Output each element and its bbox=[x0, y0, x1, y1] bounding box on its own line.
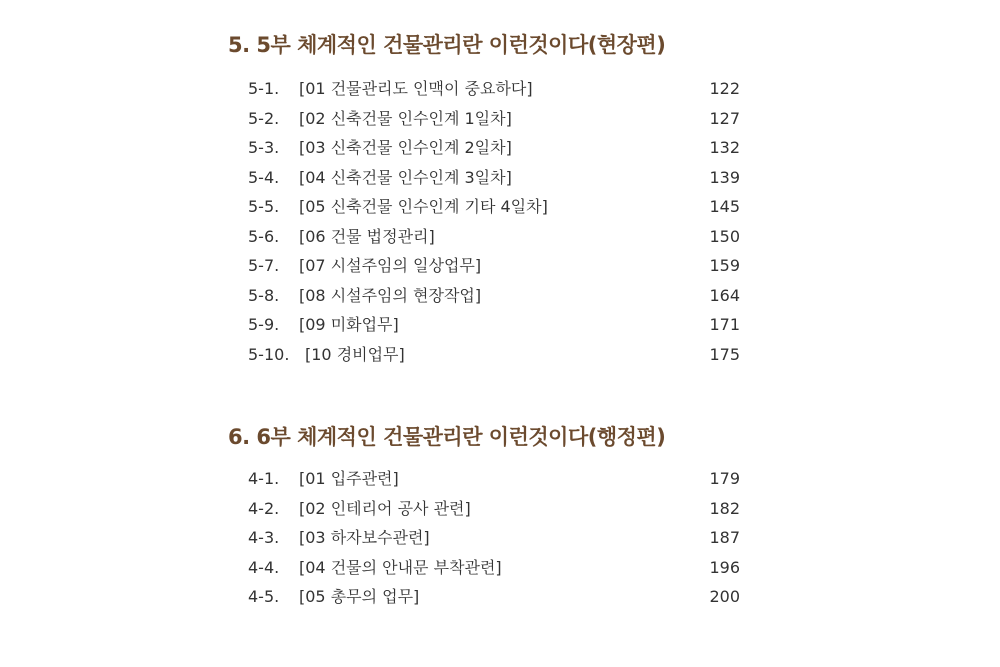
entry-title: [10 경비업무] bbox=[305, 344, 405, 364]
toc-entry[interactable] bbox=[248, 494, 748, 524]
toc-entry[interactable] bbox=[248, 281, 748, 311]
entry-number: 4-1. bbox=[248, 469, 280, 488]
toc-entry[interactable] bbox=[248, 133, 748, 163]
toc-entry[interactable] bbox=[248, 251, 748, 281]
entry-page: 164 bbox=[709, 285, 740, 305]
entry-number: 5-8. bbox=[248, 285, 280, 305]
toc-section-6 bbox=[228, 422, 748, 452]
toc-entry[interactable] bbox=[248, 192, 748, 222]
entry-page: 127 bbox=[709, 108, 740, 128]
entry-page: 122 bbox=[709, 79, 740, 98]
entry-page: 139 bbox=[709, 167, 740, 187]
entry-number: 4-5. bbox=[248, 587, 280, 606]
entry-page: 159 bbox=[709, 256, 740, 275]
section-title: 5. 5부 체계적인 건물관리란 이런것이다(현장편) bbox=[228, 33, 666, 57]
entry-number: 5-4. bbox=[248, 167, 280, 187]
entry-title: [04 건물의 안내문 부착관련] bbox=[299, 557, 502, 577]
entry-number: 5-1. bbox=[248, 79, 280, 98]
entry-title: [05 신축건물 인수인계 기타 4일차] bbox=[299, 197, 548, 216]
entry-page: 175 bbox=[709, 344, 740, 364]
entry-title: [03 신축건물 인수인계 2일차] bbox=[299, 138, 512, 157]
entry-title: [04 신축건물 인수인계 3일차] bbox=[299, 167, 512, 187]
entry-title: [08 시설주임의 현장작업] bbox=[299, 285, 482, 305]
entry-number: 4-2. bbox=[248, 498, 280, 518]
entry-page: 182 bbox=[709, 498, 740, 518]
toc-entry[interactable] bbox=[248, 340, 748, 370]
entry-page: 171 bbox=[709, 315, 740, 334]
entry-number: 5-2. bbox=[248, 108, 280, 128]
entry-title: [03 하자보수관련] bbox=[299, 528, 430, 547]
entry-number: 4-4. bbox=[248, 557, 280, 577]
entry-title: [01 건물관리도 인맥이 중요하다] bbox=[299, 79, 533, 98]
entry-page: 150 bbox=[709, 226, 740, 246]
toc-entry[interactable] bbox=[248, 74, 748, 104]
toc-list-section-6 bbox=[248, 464, 748, 612]
entry-number: 5-5. bbox=[248, 197, 280, 216]
entry-page: 200 bbox=[709, 587, 740, 606]
entry-title: [05 총무의 업무] bbox=[299, 587, 420, 606]
entry-title: [09 미화업무] bbox=[299, 315, 399, 334]
entry-number: 5-6. bbox=[248, 226, 280, 246]
entry-number: 5-9. bbox=[248, 315, 280, 334]
entry-page: 132 bbox=[709, 138, 740, 157]
entry-number: 4-3. bbox=[248, 528, 280, 547]
entry-title: [02 인테리어 공사 관련] bbox=[299, 498, 471, 518]
entry-page: 196 bbox=[709, 557, 740, 577]
toc-entry[interactable] bbox=[248, 222, 748, 252]
entry-title: [06 건물 법정관리] bbox=[299, 226, 435, 246]
entry-number: 5-3. bbox=[248, 138, 280, 157]
toc-entry[interactable] bbox=[248, 464, 748, 494]
toc-entry[interactable] bbox=[248, 523, 748, 553]
toc-entry[interactable] bbox=[248, 553, 748, 583]
toc-section-5 bbox=[228, 30, 748, 60]
section-title: 6. 6부 체계적인 건물관리란 이런것이다(행정편) bbox=[228, 425, 666, 449]
toc-list-section-5 bbox=[248, 74, 748, 369]
entry-page: 145 bbox=[709, 197, 740, 216]
entry-number: 5-7. bbox=[248, 256, 280, 275]
toc-entry[interactable] bbox=[248, 104, 748, 134]
entry-title: [07 시설주임의 일상업무] bbox=[299, 256, 482, 275]
toc-entry[interactable] bbox=[248, 163, 748, 193]
entry-title: [01 입주관련] bbox=[299, 469, 399, 488]
entry-title: [02 신축건물 인수인계 1일차] bbox=[299, 108, 512, 128]
entry-page: 179 bbox=[709, 469, 740, 488]
toc-entry[interactable] bbox=[248, 310, 748, 340]
entry-page: 187 bbox=[709, 528, 740, 547]
toc-entry[interactable] bbox=[248, 582, 748, 612]
entry-number: 5-10. bbox=[248, 344, 290, 364]
